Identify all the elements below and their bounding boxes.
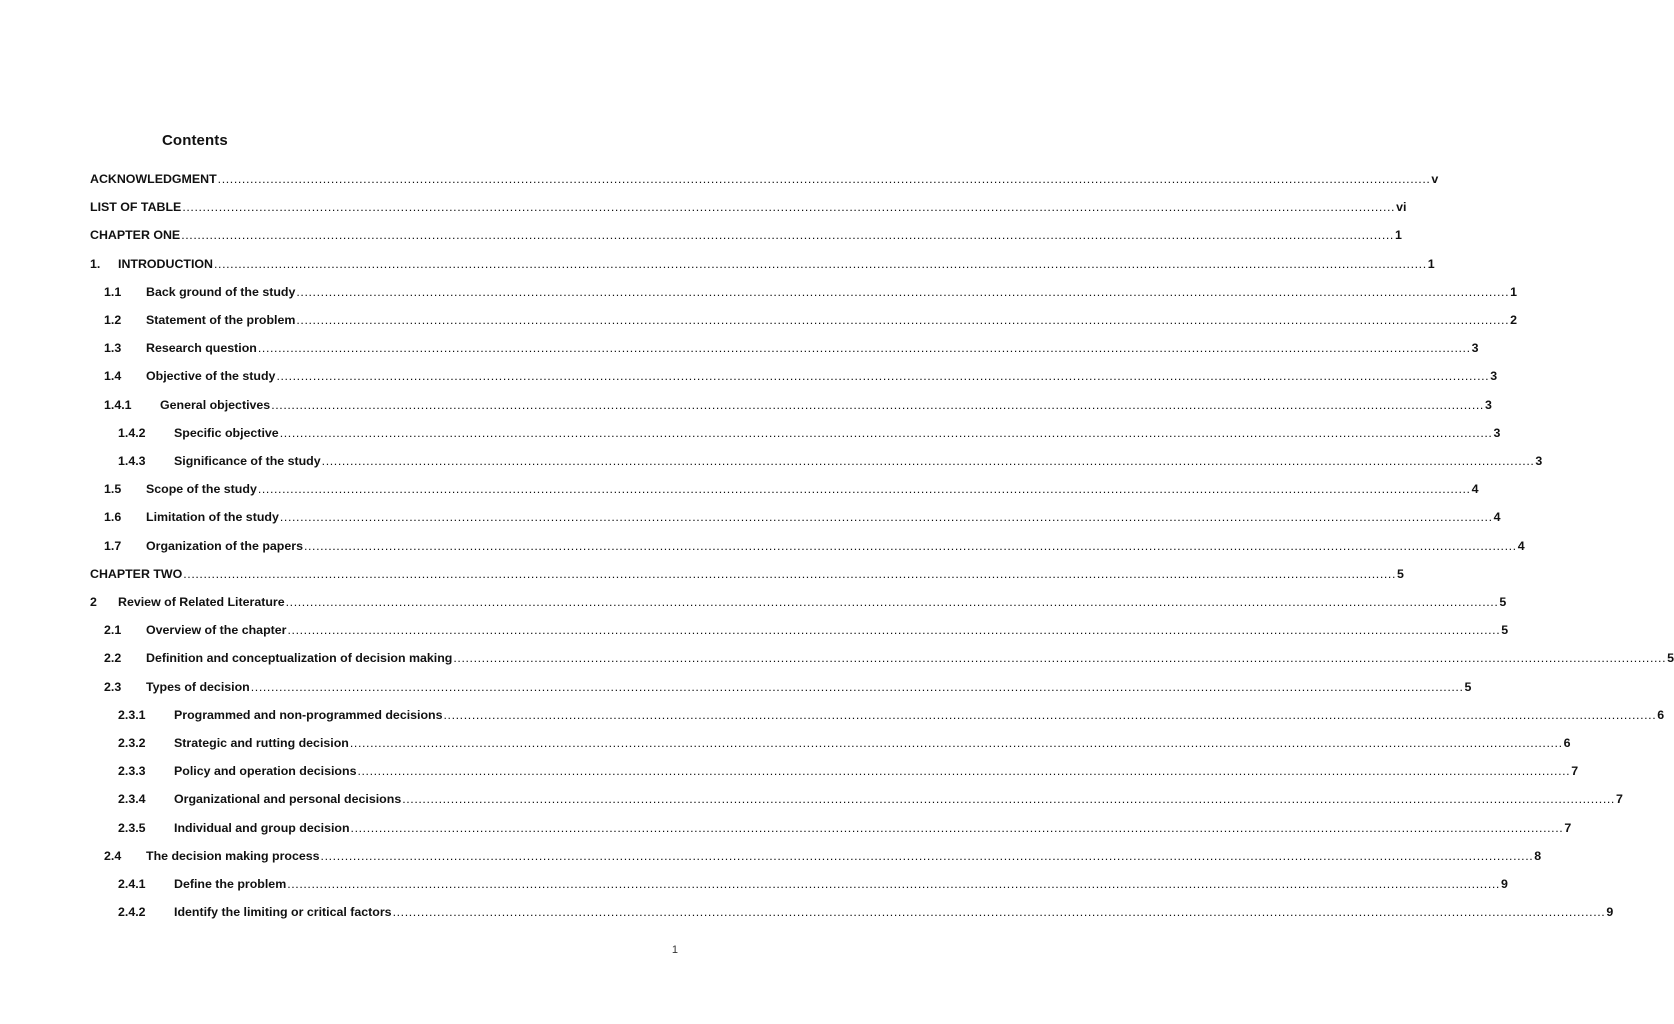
toc-entry-page: 5 — [1397, 566, 1404, 581]
toc-entry[interactable] — [0, 196, 1407, 218]
toc-entry-line — [174, 704, 1665, 726]
toc-entry-page: 5 — [1464, 679, 1472, 694]
toc-entry-number: 1.6 — [104, 510, 122, 525]
toc-entry-title: General objectives — [160, 397, 271, 412]
toc-entry-number: 1.4.1 — [104, 397, 132, 412]
toc-entry-number: 2.4.1 — [118, 877, 146, 891]
toc-entry-number: 1.2 — [104, 313, 122, 327]
toc-entry[interactable] — [0, 647, 1674, 669]
toc-entry-line — [146, 535, 1525, 557]
toc-entry-title: Definition and conceptualization of decision making — [146, 651, 453, 666]
toc-dot-leader: ............................................................................................................................................................................................................................................................................................................ — [181, 228, 1394, 243]
toc-entry-page: 9 — [1500, 877, 1508, 891]
toc-dot-leader: ............................................................................................................................................................................................................................................................................................................ — [320, 848, 1534, 863]
toc-entry-title: Specific objective — [174, 425, 279, 440]
toc-entry-title: ACKNOWLEDGMENT — [90, 172, 217, 186]
toc-entry-title: Strategic and rutting decision — [174, 736, 349, 750]
toc-entry[interactable] — [0, 337, 1479, 359]
toc-entry-page: 5 — [1667, 651, 1674, 666]
toc-entry[interactable] — [0, 281, 1518, 303]
toc-entry-title: Objective of the study — [146, 369, 276, 384]
toc-entry-line — [118, 253, 1435, 275]
toc-entry-page: 7 — [1564, 820, 1572, 835]
toc-entry-page: 5 — [1501, 623, 1509, 638]
toc-entry-page: 6 — [1657, 707, 1665, 722]
toc-dot-leader: ............................................................................................................................................................................................................................................................................................................ — [276, 369, 1490, 384]
toc-dot-leader: ............................................................................................................................................................................................................................................................................................................ — [271, 397, 1484, 412]
toc-dot-leader: ............................................................................................................................................................................................................................................................................................................ — [453, 651, 1667, 666]
toc-entry-page: 3 — [1471, 341, 1479, 356]
toc-entry-number: 1.3 — [104, 341, 122, 356]
toc-entry-line — [146, 676, 1472, 698]
toc-entry[interactable] — [0, 253, 1435, 275]
toc-dot-leader: ............................................................................................................................................................................................................................................................................................................ — [350, 820, 1564, 835]
toc-entry[interactable] — [0, 478, 1479, 500]
toc-entry-line — [174, 901, 1614, 923]
toc-dot-leader: ............................................................................................................................................................................................................................................................................................................ — [183, 566, 1396, 581]
toc-entry-number: 1.5 — [104, 482, 122, 497]
toc-entry-number: 2.4 — [104, 848, 122, 863]
toc-entry[interactable] — [0, 309, 1518, 331]
toc-entry-title: Significance of the study — [174, 454, 321, 468]
toc-entry[interactable] — [0, 704, 1665, 726]
toc-dot-leader: ............................................................................................................................................................................................................................................................................................................ — [296, 284, 1510, 299]
toc-entry[interactable] — [0, 732, 1571, 754]
toc-entry-line — [146, 337, 1479, 359]
toc-entry-page: 1 — [1394, 228, 1402, 243]
toc-entry[interactable] — [0, 901, 1614, 923]
toc-entry[interactable] — [0, 422, 1501, 444]
toc-entry-title: Limitation of the study — [146, 510, 279, 525]
toc-entry-page: 6 — [1563, 736, 1571, 750]
toc-entry-line — [174, 788, 1623, 810]
toc-entry-page: 2 — [1510, 313, 1518, 327]
toc-dot-leader: ............................................................................................................................................................................................................................................................................................................ — [257, 341, 1471, 356]
toc-entry-line — [90, 224, 1402, 246]
toc-dot-leader: ............................................................................................................................................................................................................................................................................................................ — [279, 425, 1493, 440]
toc-entry-line — [160, 394, 1492, 416]
toc-entry-title: CHAPTER ONE — [90, 228, 181, 243]
toc-entry-line — [174, 422, 1501, 444]
toc-entry[interactable] — [0, 535, 1525, 557]
toc-entry-title: Organization of the papers — [146, 538, 303, 553]
toc-entry-number: 1.4 — [104, 369, 122, 384]
toc-entry-number: 2.3.3 — [118, 764, 146, 779]
toc-entry[interactable] — [0, 450, 1543, 472]
toc-entry-page: 3 — [1535, 454, 1543, 468]
toc-entry-page: 8 — [1534, 848, 1542, 863]
toc-entry-title: CHAPTER TWO — [90, 566, 183, 581]
toc-entry-number: 2.2 — [104, 651, 122, 666]
toc-entry-page: 4 — [1471, 482, 1479, 497]
toc-entry-page: 7 — [1571, 764, 1579, 779]
toc-dot-leader: ............................................................................................................................................................................................................................................................................................................ — [285, 595, 1499, 609]
toc-dot-leader: ............................................................................................................................................................................................................................................................................................................ — [287, 877, 1500, 891]
toc-entry-number: 1. — [90, 256, 101, 271]
toc-entry-line — [90, 196, 1407, 218]
toc-entry-page: 1 — [1510, 284, 1518, 299]
toc-entry-line — [174, 817, 1572, 839]
toc-entry[interactable] — [0, 168, 1439, 190]
toc-entry-line — [174, 760, 1579, 782]
toc-entry-number: 1.4.2 — [118, 425, 146, 440]
toc-entry-title: Individual and group decision — [174, 820, 350, 835]
toc-entry-title: Identify the limiting or critical factors — [174, 905, 392, 920]
toc-entry-page: 3 — [1493, 425, 1501, 440]
toc-entry[interactable] — [0, 591, 1507, 613]
toc-entry[interactable] — [0, 619, 1509, 641]
toc-entry-line — [146, 619, 1509, 641]
toc-entry-title: Research question — [146, 341, 257, 356]
toc-entry-line — [174, 450, 1543, 472]
toc-dot-leader: ............................................................................................................................................................................................................................................................................................................ — [392, 905, 1606, 920]
toc-dot-leader: ............................................................................................................................................................................................................................................................................................................ — [182, 200, 1396, 215]
toc-dot-leader: ............................................................................................................................................................................................................................................................................................................ — [402, 792, 1615, 807]
toc-entry-number: 2.3.5 — [118, 820, 146, 835]
toc-dot-leader: ............................................................................................................................................................................................................................................................................................................ — [250, 679, 1464, 694]
toc-entry[interactable] — [0, 365, 1498, 387]
toc-entry-number: 2.3 — [104, 679, 122, 694]
toc-entry-number: 1.1 — [104, 284, 122, 299]
toc-entry-page: 3 — [1484, 397, 1492, 412]
toc-entry-title: Define the problem — [174, 877, 287, 891]
toc-entry[interactable] — [0, 873, 1508, 895]
toc-entry-title: Policy and operation decisions — [174, 764, 357, 779]
toc-entry-page: 4 — [1517, 538, 1525, 553]
toc-entry-title: Organizational and personal decisions — [174, 792, 402, 807]
toc-entry-page: 5 — [1499, 595, 1507, 609]
toc-entry-line — [174, 873, 1508, 895]
toc-entry-number: 2.3.2 — [118, 736, 146, 750]
toc-entry-page: 4 — [1493, 510, 1501, 525]
toc-entry-title: LIST OF TABLE — [90, 200, 182, 215]
toc-entry-title: Back ground of the study — [146, 284, 296, 299]
toc-entry-page: v — [1431, 172, 1439, 186]
page-number: 1 — [671, 944, 678, 956]
toc-entry-line — [146, 845, 1542, 867]
toc-entry-line — [146, 647, 1674, 669]
toc-entry-line — [146, 365, 1498, 387]
toc-entry-line — [146, 478, 1479, 500]
toc-dot-leader: ............................................................................................................................................................................................................................................................................................................ — [321, 454, 1535, 468]
toc-dot-leader: ............................................................................................................................................................................................................................................................................................................ — [257, 482, 1471, 497]
toc-entry-title: Scope of the study — [146, 482, 257, 497]
toc-dot-leader: ............................................................................................................................................................................................................................................................................................................ — [357, 764, 1571, 779]
toc-entry-number: 2.3.4 — [118, 792, 146, 807]
toc-entry-number: 2.3.1 — [118, 707, 146, 722]
toc-entry[interactable] — [0, 845, 1542, 867]
toc-entry-title: Overview of the chapter — [146, 623, 287, 638]
toc-dot-leader: ............................................................................................................................................................................................................................................................................................................ — [296, 313, 1510, 327]
toc-entry[interactable] — [0, 563, 1404, 585]
toc-entry-page: 9 — [1606, 905, 1614, 920]
toc-entry-line — [146, 281, 1518, 303]
toc-heading: Contents — [162, 132, 228, 149]
toc-dot-leader: ............................................................................................................................................................................................................................................................................................................ — [287, 623, 1501, 638]
toc-entry-line — [146, 506, 1501, 528]
toc-entry-title: Review of Related Literature — [118, 595, 285, 609]
toc-entry[interactable] — [0, 760, 1579, 782]
toc-entry-line — [118, 591, 1507, 613]
toc-entry-line — [90, 168, 1439, 190]
toc-entry-page: 1 — [1427, 256, 1435, 271]
toc-dot-leader: ............................................................................................................................................................................................................................................................................................................ — [214, 256, 1427, 271]
toc-entry[interactable] — [0, 817, 1572, 839]
toc-entry-number: 1.7 — [104, 538, 122, 553]
toc-entry-page: 3 — [1490, 369, 1498, 384]
toc-entry-line — [146, 309, 1518, 331]
toc-entry-number: 2.4.2 — [118, 905, 146, 920]
toc-entry[interactable] — [0, 394, 1492, 416]
toc-entry-title: The decision making process — [146, 848, 320, 863]
toc-entry-number: 1.4.3 — [118, 454, 146, 468]
toc-entry-number: 2.1 — [104, 623, 122, 638]
toc-entry-title: Statement of the problem — [146, 313, 296, 327]
toc-entry-page: 7 — [1615, 792, 1623, 807]
toc-dot-leader: ............................................................................................................................................................................................................................................................................................................ — [349, 736, 1563, 750]
toc-entry-title: Programmed and non-programmed decisions — [174, 707, 443, 722]
toc-entry[interactable] — [0, 224, 1402, 246]
toc-dot-leader: ............................................................................................................................................................................................................................................................................................................ — [303, 538, 1517, 553]
toc-dot-leader: ............................................................................................................................................................................................................................................................................................................ — [279, 510, 1493, 525]
toc-entry-title: INTRODUCTION — [118, 256, 213, 271]
toc-entry-page: vi — [1396, 200, 1407, 215]
toc-dot-leader: ............................................................................................................................................................................................................................................................................................................ — [443, 707, 1657, 722]
toc-entry-line — [174, 732, 1571, 754]
toc-dot-leader: ............................................................................................................................................................................................................................................................................................................ — [217, 172, 1431, 186]
toc-entry[interactable] — [0, 506, 1501, 528]
toc-entry-title: Types of decision — [146, 679, 250, 694]
toc-entry-line — [90, 563, 1404, 585]
toc-entry-number: 2 — [90, 595, 97, 609]
toc-entry[interactable] — [0, 676, 1472, 698]
toc-entry[interactable] — [0, 788, 1623, 810]
